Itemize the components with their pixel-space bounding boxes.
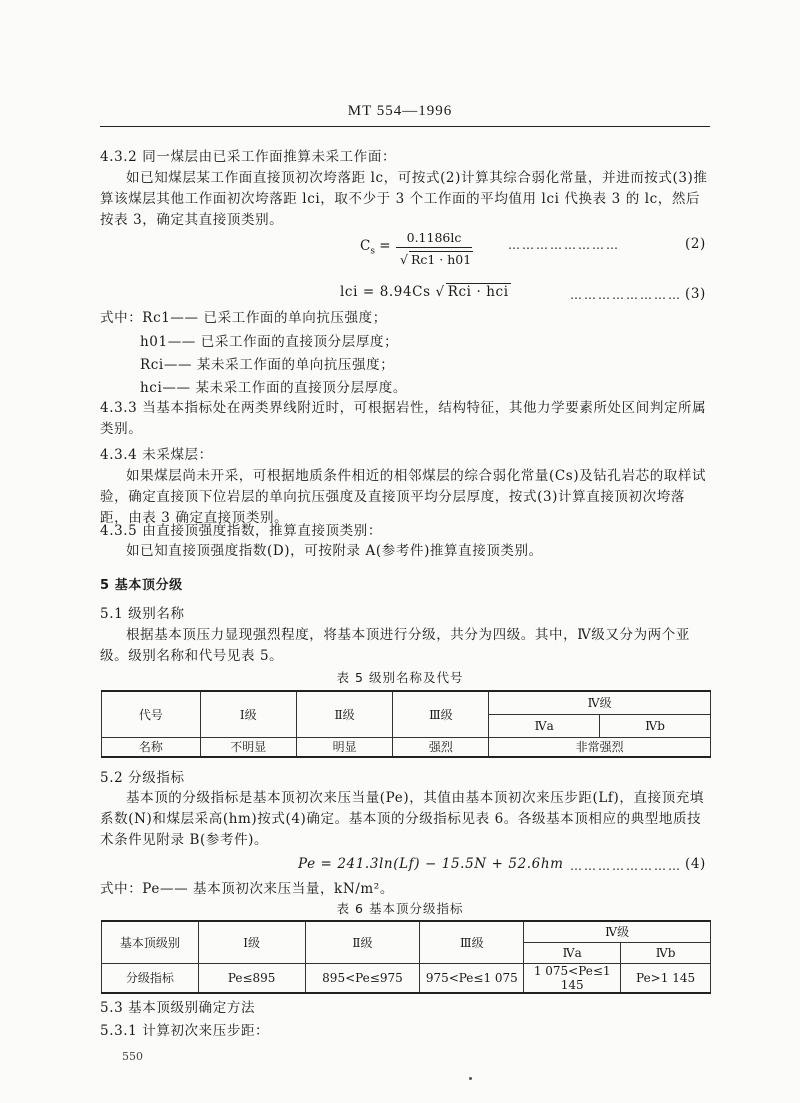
table-6-value-4b: Pe>1 145 (621, 963, 711, 993)
table-row (102, 963, 711, 993)
table-6-value-4a: 1 075<Pe≤1 145 (524, 963, 621, 993)
table-6-level-1: Ⅰ级 (198, 921, 305, 963)
section-4-3-4-heading: 4.3.4 未采煤层： (100, 447, 213, 463)
eq3-lhs: lci = 8.94Cs (340, 284, 431, 300)
section-4-3-3: 4.3.3 当基本指标处在两类界线附近时，可根据岩性，结构特征，其他力学要素所处区间判定所属类别。 (100, 400, 707, 437)
eq2-leader-dots: …………………… (508, 238, 620, 252)
table-5-level-4: Ⅳ级 (489, 691, 711, 714)
def-rc1 (100, 306, 387, 326)
table-6-caption: 表 6 基本顶分级指标 (336, 901, 464, 916)
eq2-number: (2) (685, 236, 706, 252)
def-symbol: 式中：Pe (100, 881, 160, 897)
def-description: —— 基本顶初次来压当量，kN/m²。 (159, 881, 394, 897)
table-6-header-level: 基本顶级别 (102, 921, 199, 963)
eq3-radical-sign: √ (435, 284, 445, 300)
def-description: —— 已采工作面的直接顶分层厚度； (167, 334, 399, 350)
table-6-value-3: 975<Pe≤1 075 (420, 963, 524, 993)
table-5-caption: 表 5 级别名称及代号 (336, 670, 464, 685)
table-5-level-2: Ⅱ级 (296, 691, 393, 737)
section-4-3-2-paragraph: 如已知煤层某工作面直接顶初次垮落距 lc，可按式(2)计算其综合弱化常量，并进而按式(3)推算该煤层其他工作面初次垮落距 lci，取不少于 3 个工作面的平均值用 lci 代换表 3 的 lc，然后按表 3，确定其直接顶类别。 (100, 170, 708, 228)
eq2-denominator: Rc1 · h01 (410, 252, 472, 267)
eq2-lhs: C (360, 238, 371, 254)
eq4-number: (4) (685, 856, 706, 872)
def-symbol: 式中：Rc1 (100, 310, 171, 326)
section-5-1-heading: 5.1 级别名称 (100, 606, 185, 622)
eq4-leader-dots: …………………… (570, 859, 682, 873)
table-5-header-name: 名称 (102, 737, 201, 757)
table-5-level-4b: Ⅳb (600, 714, 711, 737)
table-5-name-4: 非常强烈 (489, 737, 711, 757)
document-header-title: MT 554—1996 (347, 103, 453, 119)
eq3-radicand: Rci · hci (447, 284, 509, 300)
table-5-level-1: Ⅰ级 (200, 691, 296, 737)
def-symbol: hci (140, 380, 163, 396)
table-6-level-3: Ⅲ级 (420, 921, 524, 963)
table-6-level-4b: Ⅳb (621, 942, 711, 963)
table-5-name-1: 不明显 (200, 737, 296, 757)
def-description: —— 某未采工作面的单向抗压强度； (163, 357, 395, 373)
def-pe (100, 877, 394, 897)
section-5-3-1-heading: 5.3.1 计算初次来压步距： (100, 1023, 270, 1039)
table-6-value-2: 895<Pe≤975 (305, 963, 420, 993)
header-rule (100, 126, 710, 127)
table-5 (101, 690, 711, 758)
table-row (102, 737, 711, 757)
table-6-level-2: Ⅱ级 (305, 921, 420, 963)
def-hci (140, 376, 407, 396)
section-4-3-2-heading: 4.3.2 同一煤层由已采工作面推算未采工作面： (100, 149, 397, 165)
section-5-3-heading: 5.3 基本顶级别确定方法 (100, 1000, 256, 1016)
section-5-2-heading: 5.2 分级指标 (100, 770, 185, 786)
eq2-lhs-sub: s (370, 246, 375, 257)
eq2-fraction-bar (396, 247, 472, 248)
equation-2 (360, 230, 490, 278)
page-number: 550 (122, 1050, 143, 1063)
def-description: —— 某未采工作面的直接顶分层厚度。 (162, 380, 407, 396)
table-6-value-1: Pe≤895 (198, 963, 305, 993)
def-symbol: Rci (140, 357, 164, 373)
scan-speck (469, 1077, 472, 1080)
table-5-name-3: 强烈 (393, 737, 489, 757)
table-5-level-3: Ⅲ级 (393, 691, 489, 737)
section-4-3-5-heading: 4.3.5 由直接顶强度指数，推算直接顶类别： (100, 523, 382, 539)
table-6 (101, 920, 711, 994)
table-6-level-4a: Ⅳa (524, 942, 621, 963)
table-5-header-code: 代号 (102, 691, 201, 737)
eq2-radical: √ (400, 252, 408, 267)
def-h01 (140, 330, 398, 350)
eq3-number: (3) (685, 286, 706, 302)
section-5-1-paragraph: 根据基本顶压力显现强烈程度，将基本顶进行分级，共分为四级。其中，Ⅳ级又分为两个亚级。级别名称和代号见表 5。 (100, 627, 690, 664)
table-6-level-4: Ⅳ级 (524, 921, 711, 942)
equation-3 (340, 283, 511, 300)
section-5-2-paragraph: 基本顶的分级指标是基本顶初次来压当量(Pe)，其值由基本顶初次来压步距(Lf)，直接顶充填系数(N)和煤层采高(hm)按式(4)确定。基本顶的分级指标见表 6。各级基本顶相应的典型地质技术条件见附录 B(参考件)。 (100, 790, 704, 848)
table-6-header-index: 分级指标 (102, 963, 199, 993)
def-rci (140, 353, 394, 373)
section-5-heading: 5 基本顶分级 (100, 578, 183, 593)
section-4-3-4-paragraph: 如果煤层尚未开采，可根据地质条件相近的相邻煤层的综合弱化常量(Cs)及钻孔岩芯的取样试验，确定直接顶下位岩层的单向抗压强度及直接顶平均分层厚度，按式(3)计算直接顶初次垮落距，由表 3 确定直接顶类别。 (100, 468, 707, 526)
eq2-equals: = (374, 238, 391, 254)
def-description: —— 已采工作面的单向抗压强度； (170, 310, 387, 326)
eq2-numerator: 0.1186lc (406, 230, 462, 245)
table-5-level-4a: Ⅳa (489, 714, 600, 737)
table-row (102, 921, 711, 942)
eq3-leader-dots: …………………… (570, 288, 682, 302)
def-symbol: h01 (140, 334, 168, 350)
table-5-name-2: 明显 (296, 737, 393, 757)
equation-4: Pe = 241.3ln(Lf) − 15.5N + 52.6hm (298, 856, 564, 872)
section-4-3-5-paragraph: 如已知直接顶强度指数(D)，可按附录 A(参考件)推算直接顶类别。 (126, 543, 543, 559)
table-row (102, 691, 711, 714)
